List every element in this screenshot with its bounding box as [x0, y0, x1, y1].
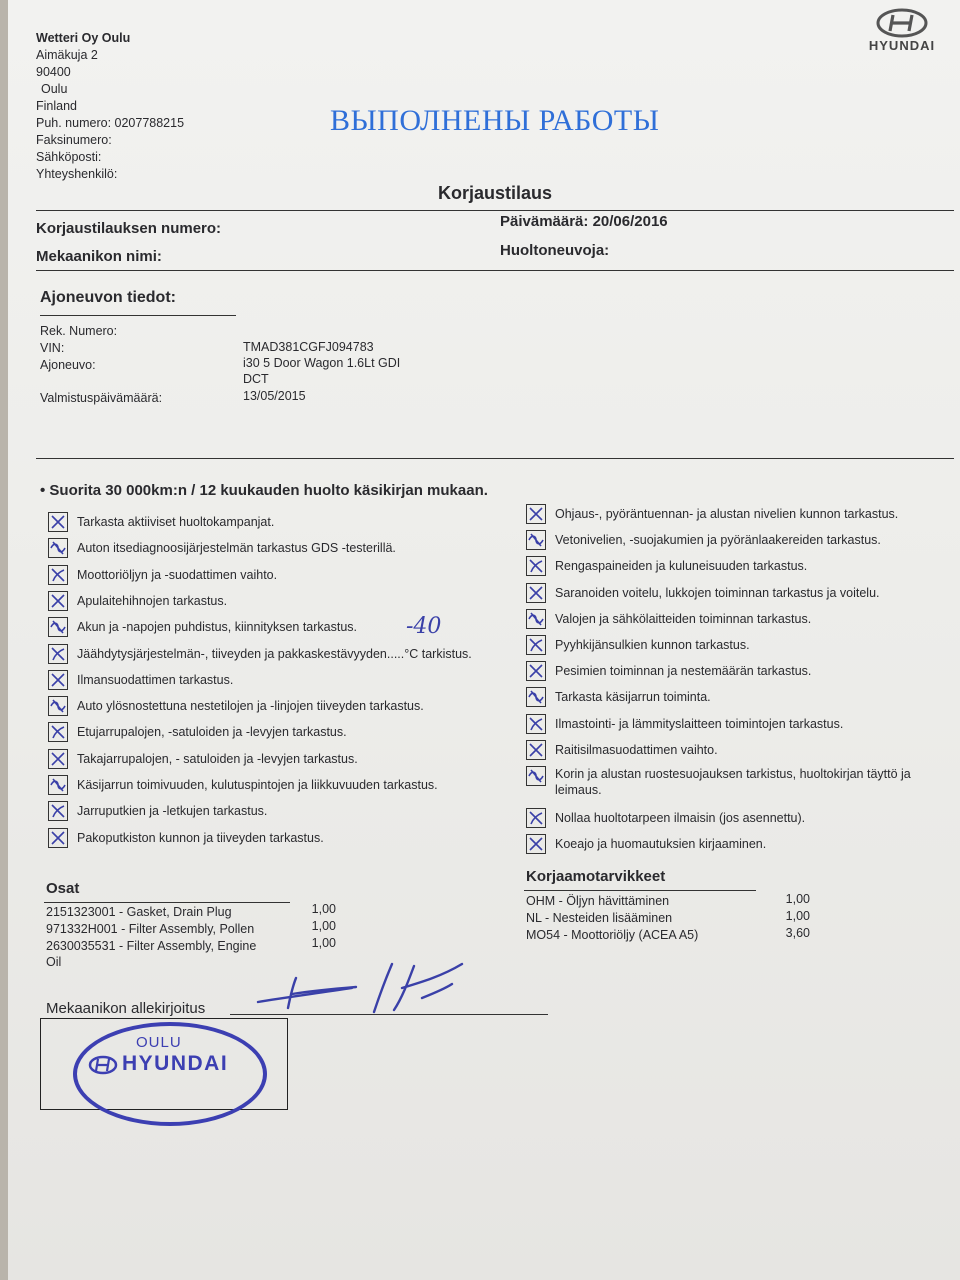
- supply-item: MO54 - Moottoriöljy (ACEA A5): [526, 928, 699, 942]
- sender-address: [36, 30, 184, 183]
- task-checkbox[interactable]: [526, 766, 546, 786]
- task-item: [48, 775, 438, 795]
- vehicle-mfg-date-label: Valmistuspäivämäärä:: [40, 391, 163, 405]
- task-checkbox[interactable]: [526, 687, 546, 707]
- task-item: [526, 714, 843, 734]
- sender-company: Wetteri Oy Oulu: [36, 31, 131, 45]
- task-item: [526, 834, 766, 854]
- task-label: Pakoputkiston kunnon ja tiiveyden tarkastus.: [77, 830, 324, 845]
- checkmark-icon: [527, 610, 545, 628]
- task-item: [526, 661, 811, 681]
- task-label: Vetonivelien, -suojakumien ja pyöränlaakereiden tarkastus.: [555, 533, 881, 548]
- task-item: [526, 635, 750, 655]
- task-item: [526, 609, 811, 629]
- part-item: 2630035531 - Filter Assembly, Engine: [46, 939, 257, 953]
- task-item: [48, 696, 424, 716]
- task-label: Etujarrupalojen, -satuloiden ja -levyjen tarkastus.: [77, 725, 347, 740]
- stamp-city: OULU: [136, 1034, 182, 1051]
- task-item: [526, 583, 880, 603]
- checkmark-icon: [49, 671, 67, 689]
- task-label: Auton itsediagnoosijärjestelmän tarkastus GDS -testerillä.: [77, 541, 396, 556]
- task-checkbox[interactable]: [526, 504, 546, 524]
- checkmark-icon: [527, 636, 545, 654]
- task-item: [48, 722, 347, 742]
- task-item: [526, 504, 898, 524]
- task-item: [526, 687, 711, 707]
- supplies-title: Korjaamotarvikkeet: [526, 868, 666, 885]
- task-checkbox[interactable]: [48, 828, 68, 848]
- task-checkbox[interactable]: [48, 538, 68, 558]
- repair-order-document: [8, 0, 960, 1280]
- task-label: Raitisilmasuodattimen vaihto.: [555, 742, 718, 757]
- sender-postcode: 90400: [36, 65, 71, 79]
- supply-qty: 1,00: [785, 909, 810, 923]
- parts-underline: [44, 902, 290, 903]
- sender-email: Sähköposti:: [36, 150, 102, 164]
- checkmark-icon: [527, 531, 545, 549]
- checkmark-icon: [49, 566, 67, 584]
- vehicle-section-divider: [36, 458, 954, 459]
- task-checkbox[interactable]: [526, 556, 546, 576]
- checkmark-icon: [49, 645, 67, 663]
- task-label: Koeajo ja huomautuksien kirjaaminen.: [555, 837, 767, 852]
- supply-item: NL - Nesteiden lisääminen: [526, 911, 673, 925]
- checkmark-icon: [49, 513, 67, 531]
- hyundai-logo-text: HYUNDAI: [868, 38, 936, 53]
- task-label: Ohjaus-, pyöräntuennan- ja alustan nivelien kunnon tarkastus.: [555, 507, 899, 521]
- task-checkbox[interactable]: [48, 617, 68, 637]
- task-label: Akun ja -napojen puhdistus, kiinnityksen tarkastus.: [77, 620, 358, 635]
- supply-item: OHM - Öljyn hävittäminen: [526, 894, 670, 908]
- task-item: [48, 512, 274, 532]
- task-checkbox[interactable]: [526, 740, 546, 760]
- task-item: [526, 766, 955, 798]
- header-divider-top: [36, 210, 954, 211]
- checkmark-icon: [49, 697, 67, 715]
- checkmark-icon: [527, 505, 545, 523]
- task-item: [526, 556, 807, 576]
- task-label: Rengaspaineiden ja kuluneisuuden tarkastus.: [555, 559, 808, 574]
- sender-contact: Yhteyshenkilö:: [36, 167, 118, 181]
- part-qty: 1,00: [311, 919, 336, 933]
- task-checkbox[interactable]: [48, 696, 68, 716]
- vehicle-model-label: Ajoneuvo:: [40, 358, 96, 372]
- checkmark-icon: [49, 539, 67, 557]
- task-label: Auto ylösnostettuna nestetilojen ja -linjojen tiiveyden tarkastus.: [77, 699, 424, 714]
- hyundai-emblem-icon: [876, 8, 928, 38]
- checkmark-icon: [527, 662, 545, 680]
- task-label: Saranoiden voitelu, lukkojen toiminnan tarkastus ja voitelu.: [555, 585, 880, 600]
- task-checkbox[interactable]: [48, 670, 68, 690]
- checkmark-icon: [527, 584, 545, 602]
- supply-qty: 3,60: [785, 926, 810, 940]
- task-label: Jarruputkien ja -letkujen tarkastus.: [77, 804, 268, 819]
- checkmark-icon: [49, 750, 67, 768]
- checkmark-icon: [49, 776, 67, 794]
- task-item: [48, 644, 472, 664]
- parts-title: Osat: [46, 880, 80, 897]
- task-checkbox[interactable]: [48, 512, 68, 532]
- task-checkbox[interactable]: [48, 644, 68, 664]
- order-title: Korjaustilaus: [438, 183, 553, 203]
- sender-phone: Puh. numero: 0207788215: [36, 116, 185, 130]
- task-checkbox[interactable]: [526, 661, 546, 681]
- checkmark-icon: [527, 688, 545, 706]
- vehicle-reg-label: Rek. Numero:: [40, 324, 118, 338]
- handwritten-signature: [252, 958, 482, 1018]
- task-label: Käsijarrun toimivuuden, kulutuspintojen ja liikkuvuuden tarkastus.: [77, 778, 438, 792]
- task-checkbox[interactable]: [48, 775, 68, 795]
- sender-country: Finland: [36, 99, 77, 113]
- vehicle-mfg-date-value: 13/05/2015: [243, 389, 306, 403]
- task-item: [526, 530, 881, 550]
- task-label: Korin ja alustan ruostesuojauksen tarkistus, huoltokirjan täyttö ja leimaus.: [555, 767, 911, 797]
- part-item-continuation: Oil: [46, 955, 62, 969]
- task-label: Tarkasta aktiiviset huoltokampanjat.: [77, 515, 275, 529]
- sender-city: Oulu: [41, 82, 68, 96]
- task-checkbox[interactable]: [526, 583, 546, 603]
- checkmark-icon: [49, 592, 67, 610]
- mechanic-name-label: Mekaanikon nimi:: [36, 248, 162, 265]
- task-item: [526, 808, 805, 828]
- task-checkbox[interactable]: [48, 591, 68, 611]
- task-item: [48, 749, 358, 769]
- service-title: • Suorita 30 000km:n / 12 kuukauden huolto käsikirjan mukaan.: [40, 482, 488, 499]
- task-label: Jäähdytysjärjestelmän-, tiiveyden ja pakkaskestävyyden.....°C tarkistus.: [77, 646, 472, 661]
- part-qty: 1,00: [311, 936, 336, 950]
- task-label: Ilmastointi- ja lämmityslaitteen toimintojen tarkastus.: [555, 716, 844, 731]
- supplies-underline: [524, 890, 756, 891]
- checkmark-icon: [527, 767, 545, 785]
- vehicle-model-value-cont: DCT: [243, 372, 269, 386]
- task-label: Pyyhkijänsulkien kunnon tarkastus.: [555, 638, 750, 652]
- vehicle-vin-label: VIN:: [40, 341, 65, 355]
- task-checkbox[interactable]: [526, 714, 546, 734]
- task-item: [48, 617, 357, 637]
- task-checkbox[interactable]: [526, 609, 546, 629]
- task-checkbox[interactable]: [48, 749, 68, 769]
- task-label: Apulaitehihnojen tarkastus.: [77, 593, 228, 608]
- task-item: [48, 670, 233, 690]
- stamp-emblem-icon: [88, 1055, 118, 1075]
- task-checkbox[interactable]: [526, 635, 546, 655]
- order-number-label: Korjaustilauksen numero:: [36, 220, 222, 237]
- task-checkbox[interactable]: [526, 834, 546, 854]
- vehicle-info-title: Ajoneuvon tiedot:: [40, 289, 176, 306]
- task-item: [48, 591, 227, 611]
- checkmark-icon: [527, 741, 545, 759]
- task-label: Nollaa huoltotarpeen ilmaisin (jos asennettu).: [555, 811, 806, 826]
- task-checkbox[interactable]: [48, 722, 68, 742]
- vehicle-model-value: i30 5 Door Wagon 1.6Lt GDI: [243, 356, 401, 370]
- handwritten-temperature: -40: [406, 614, 442, 639]
- mechanic-signature-label: Mekaanikon allekirjoitus: [46, 1000, 206, 1017]
- task-item: [48, 828, 324, 848]
- checkmark-icon: [527, 557, 545, 575]
- checkmark-icon: [527, 809, 545, 827]
- task-label: Ilmansuodattimen tarkastus.: [77, 672, 234, 687]
- sender-fax: Faksinumero:: [36, 133, 112, 147]
- task-checkbox[interactable]: [48, 801, 68, 821]
- checkmark-icon: [49, 802, 67, 820]
- task-label: Takajarrupalojen, - satuloiden ja -levyjen tarkastus.: [77, 751, 358, 766]
- overlay-caption: ВЫПОЛНЕНЫ РАБОТЫ: [330, 104, 660, 137]
- header-divider-bottom: [36, 270, 954, 271]
- task-item: [48, 801, 267, 821]
- supply-qty: 1,00: [785, 892, 810, 906]
- checkmark-icon: [49, 829, 67, 847]
- checkmark-icon: [527, 715, 545, 733]
- task-label: Pesimien toiminnan ja nestemäärän tarkastus.: [555, 664, 812, 679]
- task-item: [526, 740, 718, 760]
- vehicle-title-underline: [40, 315, 236, 316]
- task-label: Valojen ja sähkölaitteiden toiminnan tarkastus.: [555, 611, 812, 626]
- task-checkbox[interactable]: [526, 530, 546, 550]
- task-label: Tarkasta käsijarrun toiminta.: [555, 690, 711, 705]
- task-label: Moottoriöljyn ja -suodattimen vaihto.: [77, 567, 278, 582]
- checkmark-icon: [49, 618, 67, 636]
- part-qty: 1,00: [311, 902, 336, 916]
- task-checkbox[interactable]: [526, 808, 546, 828]
- task-checkbox[interactable]: [48, 565, 68, 585]
- stamp-brand: HYUNDAI: [122, 1052, 229, 1075]
- service-advisor-label: Huoltoneuvoja:: [500, 242, 610, 259]
- hyundai-logo: [862, 8, 942, 53]
- part-item: 971332H001 - Filter Assembly, Pollen: [46, 922, 255, 936]
- order-date: Päivämäärä: 20/06/2016: [500, 213, 668, 230]
- sender-street: Aimäkuja 2: [36, 48, 98, 62]
- task-item: [48, 538, 396, 558]
- vehicle-vin-value: TMAD381CGFJ094783: [243, 340, 374, 354]
- checkmark-icon: [49, 723, 67, 741]
- task-item: [48, 565, 277, 585]
- checkmark-icon: [527, 835, 545, 853]
- part-item: 2151323001 - Gasket, Drain Plug: [46, 905, 232, 919]
